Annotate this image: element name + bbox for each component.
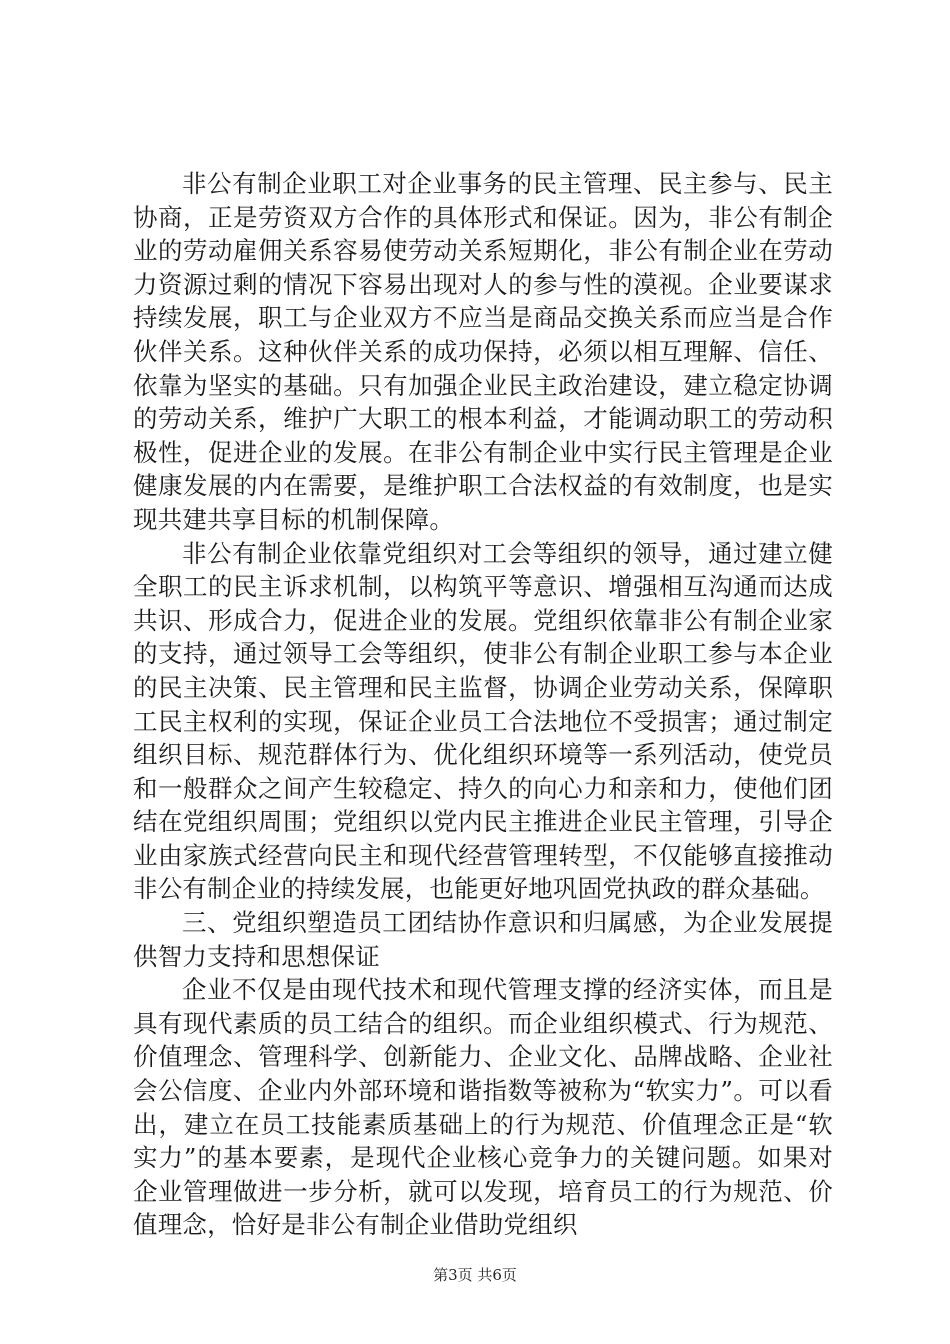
paragraph-democratic-management: 非公有制企业职工对企业事务的民主管理、民主参与、民主协商，正是劳资双方合作的具体形式和保证。因为，非公有制企业的劳动雇佣关系容易使劳动关系短期化，非公有制企业在劳动力资源过剩的情况下容易出现对人的参与性的漠视。企业要谋求持续发展，职工与企业双方不应当是商品交换关系而应当是合作伙伴关系。这种伙伴关系的成功保持，必须以相互理解、信任、依靠为坚实的基础。只有加强企业民主政治建设，建立稳定协调的劳动关系，维护广大职工的根本利益，才能调动职工的劳动积极性，促进企业的发展。在非公有制企业中实行民主管理是企业健康发展的内在需要，是维护职工合法权益的有效制度，也是实现共建共享目标的机制保障。 [133, 169, 833, 534]
paragraph-party-organization-role: 非公有制企业依靠党组织对工会等组织的领导，通过建立健全职工的民主诉求机制，以构筑平等意识、增强相互沟通而达成共识、形成合力，促进企业的发展。党组织依靠非公有制企业家的支持，通过领导工会等组织，使非公有制企业职工参与本企业的民主决策、民主管理和民主监督，协调企业劳动关系，保障职工民主权利的实现，保证企业员工合法地位不受损害；通过制定组织目标、规范群体行为、优化组织环境等一系列活动，使党员和一般群众之间产生较稳定、持久的向心力和亲和力，使他们团结在党组织周围；党组织以党内民主推进企业民主管理，引导企业由家族式经营向民主和现代经营管理转型，不仅能够直接推动非公有制企业的持续发展，也能更好地巩固党执政的群众基础。 [133, 538, 833, 904]
page-number-footer: 第3页 共6页 [433, 1266, 517, 1284]
document-body [133, 167, 833, 1242]
paragraph-soft-power: 企业不仅是由现代技术和现代管理支撑的经济实体，而且是具有现代素质的员工结合的组织。而企业组织模式、行为规范、价值理念、管理科学、创新能力、企业文化、品牌战略、企业社会公信度、企业内外部环境和谐指数等被称为“软实力”。可以看出，建立在员工技能素质基础上的行为规范、价值理念正是“软实力”的基本要素，是现代企业核心竞争力的关键问题。如果对企业管理做进一步分析，就可以发现，培育员工的行为规范、价值理念，恰好是非公有制企业借助党组织 [133, 975, 833, 1240]
section-heading-three: 三、党组织塑造员工团结协作意识和归属感，为企业发展提供智力支持和思想保证 [133, 908, 833, 971]
